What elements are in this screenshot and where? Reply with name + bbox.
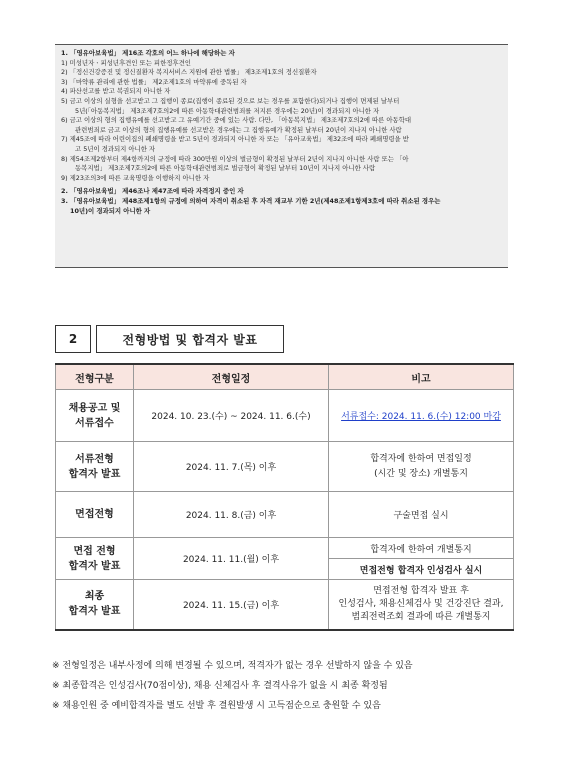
note-cell-bold: 면접전형 합격자 인성검사 실시 — [329, 559, 514, 580]
qualification-line: 3) 「마약류 관리에 관한 법률」 제2조제1호의 마약류에 중독된 자 — [61, 77, 247, 86]
note-line: 인성검사, 채용신체검사 및 건강진단 결과, — [338, 598, 504, 609]
qualification-line: 1) 미성년자ㆍ피성년후견인 또는 피한정후견인 — [61, 58, 191, 67]
note-line: ※ 채용인원 중 예비합격자를 별도 선발 후 결원발생 시 고득점순으로 충원할 수 있음 — [52, 701, 381, 711]
qualification-line: 8) 제54조제2항부터 제4항까지의 규정에 따라 300만원 이상의 벌금형이 확정된 날부터 2년이 지나지 아니한 사람 또는 「아 — [61, 154, 409, 163]
stage-line: 합격자 발표 — [68, 606, 121, 618]
table-row — [56, 390, 514, 442]
qualification-line: 고 5년이 경과되지 아니한 자 — [75, 144, 156, 153]
qualification-line: 5) 금고 이상의 실형을 선고받고 그 집행이 종료(집행이 종료된 것으로 보는 경우를 포함한다)되거나 집행이 면제된 날부터 — [61, 96, 400, 105]
date-cell: 2024. 11. 15.(금) 이후 — [134, 580, 329, 630]
stage-line: 합격자 발표 — [68, 560, 121, 572]
stage-line: 합격자 발표 — [68, 468, 121, 480]
qualification-line: 5년(「아동복지법」 제3조제7호의2에 따른 아동학대관련범죄를 저지른 경우에는 20년)이 경과되지 아니한 자 — [75, 106, 380, 115]
note-cell — [329, 390, 514, 442]
table-row — [56, 580, 514, 630]
qualification-line: 관련범죄로 금고 이상의 형의 집행유예를 선고받은 경우에는 그 집행유예가 확정된 날부터 20년이 지나지 아니한 사람 — [75, 125, 402, 134]
header-stage: 전형구분 — [56, 364, 134, 390]
stage-cell — [56, 580, 134, 630]
note-cell — [329, 580, 514, 630]
stage-cell: 면접전형 — [56, 492, 134, 538]
notes — [52, 656, 413, 716]
table-header-row — [56, 364, 514, 390]
note-line: ※ 최종합격은 인성검사(70점이상), 채용 신체검사 후 결격사유가 없을 시 최종 확정됨 — [52, 681, 388, 691]
qualification-line: 3. 「영유아보육법」 제48조제1항의 규정에 의하여 자격이 취소된 후 자격 재교부 기한 2년(제48조제1항제3호에 따라 취소된 경우는 — [61, 196, 441, 205]
section-number: 2 — [55, 325, 91, 353]
date-cell: 2024. 11. 7.(목) 이후 — [134, 442, 329, 492]
date-cell: 2024. 11. 8.(금) 이후 — [134, 492, 329, 538]
table-row — [56, 538, 514, 559]
note-cell: 합격자에 한하여 개별통지 — [329, 538, 514, 559]
stage-line: 서류접수 — [75, 417, 114, 429]
stage-cell — [56, 442, 134, 492]
qualification-line: 동복지법」 제3조제7호의2에 따른 아동학대관련범죄로 벌금형이 확정된 날부터 10년이 지나지 아니한 사람 — [75, 164, 376, 173]
section-title: 전형방법 및 합격자 발표 — [96, 325, 284, 353]
qualification-line: 2. 「영유아보육법」 제46조나 제47조에 따라 자격정지 중인 자 — [61, 187, 244, 196]
qualification-line: 1. 「영유아보육법」 제16조 각호의 어느 하나에 해당하는 자 — [61, 49, 235, 57]
qualification-line: 10년)이 경과되지 아니한 자 — [70, 206, 151, 215]
stage-cell — [56, 538, 134, 580]
stage-line: 서류전형 — [75, 453, 114, 465]
note-line: 면접전형 합격자 발표 후 — [373, 585, 469, 596]
table-row — [56, 442, 514, 492]
stage-line: 면접 전형 — [73, 545, 116, 557]
header-schedule: 전형일정 — [134, 364, 329, 390]
date-cell: 2024. 11. 11.(월) 이후 — [134, 538, 329, 580]
date-cell: 2024. 10. 23.(수) ~ 2024. 11. 6.(수) — [134, 390, 329, 442]
disqualification-box — [55, 44, 508, 268]
header-remarks: 비고 — [329, 364, 514, 390]
qualification-line: 9) 제23조의3에 따른 교육명령을 이행하지 아니한 자 — [61, 173, 210, 182]
deadline-link[interactable]: 서류접수: 2024. 11. 6.(수) 12:00 마감 — [341, 412, 501, 422]
qualification-line: 4) 파산선고를 받고 복권되지 아니한 자 — [61, 87, 171, 96]
note-line: (시간 및 장소) 개별통지 — [374, 468, 468, 479]
note-line: 범죄전력조회 결과에 따른 개별통지 — [351, 611, 491, 622]
stage-line: 채용공고 및 — [68, 402, 121, 414]
qualification-line: 2) 「정신건강증진 및 정신질환자 복지서비스 지원에 관한 법률」 제3조제1호의 정신질환자 — [61, 68, 317, 77]
note-cell: 구술면접 실시 — [329, 492, 514, 538]
qualification-line: 7) 제45조에 따라 어린이집의 폐쇄명령을 받고 5년이 경과되지 아니한 자 또는 「유아교육법」 제32조에 따라 폐쇄명령을 받 — [61, 135, 409, 144]
note-line: 합격자에 한하여 면접일정 — [370, 453, 472, 464]
stage-cell — [56, 390, 134, 442]
schedule-table — [55, 363, 514, 631]
note-cell — [329, 442, 514, 492]
stage-line: 최종 — [84, 591, 105, 603]
table-row — [56, 492, 514, 538]
note-line: ※ 전형일정은 내부사정에 의해 변경될 수 있으며, 적격자가 없는 경우 선발하지 않을 수 있음 — [52, 661, 413, 671]
qualification-line: 6) 금고 이상의 형의 집행유예를 선고받고 그 유예기간 중에 있는 사람. 다만, 「아동복지법」 제3조제7호의2에 따른 아동학대 — [61, 116, 412, 125]
